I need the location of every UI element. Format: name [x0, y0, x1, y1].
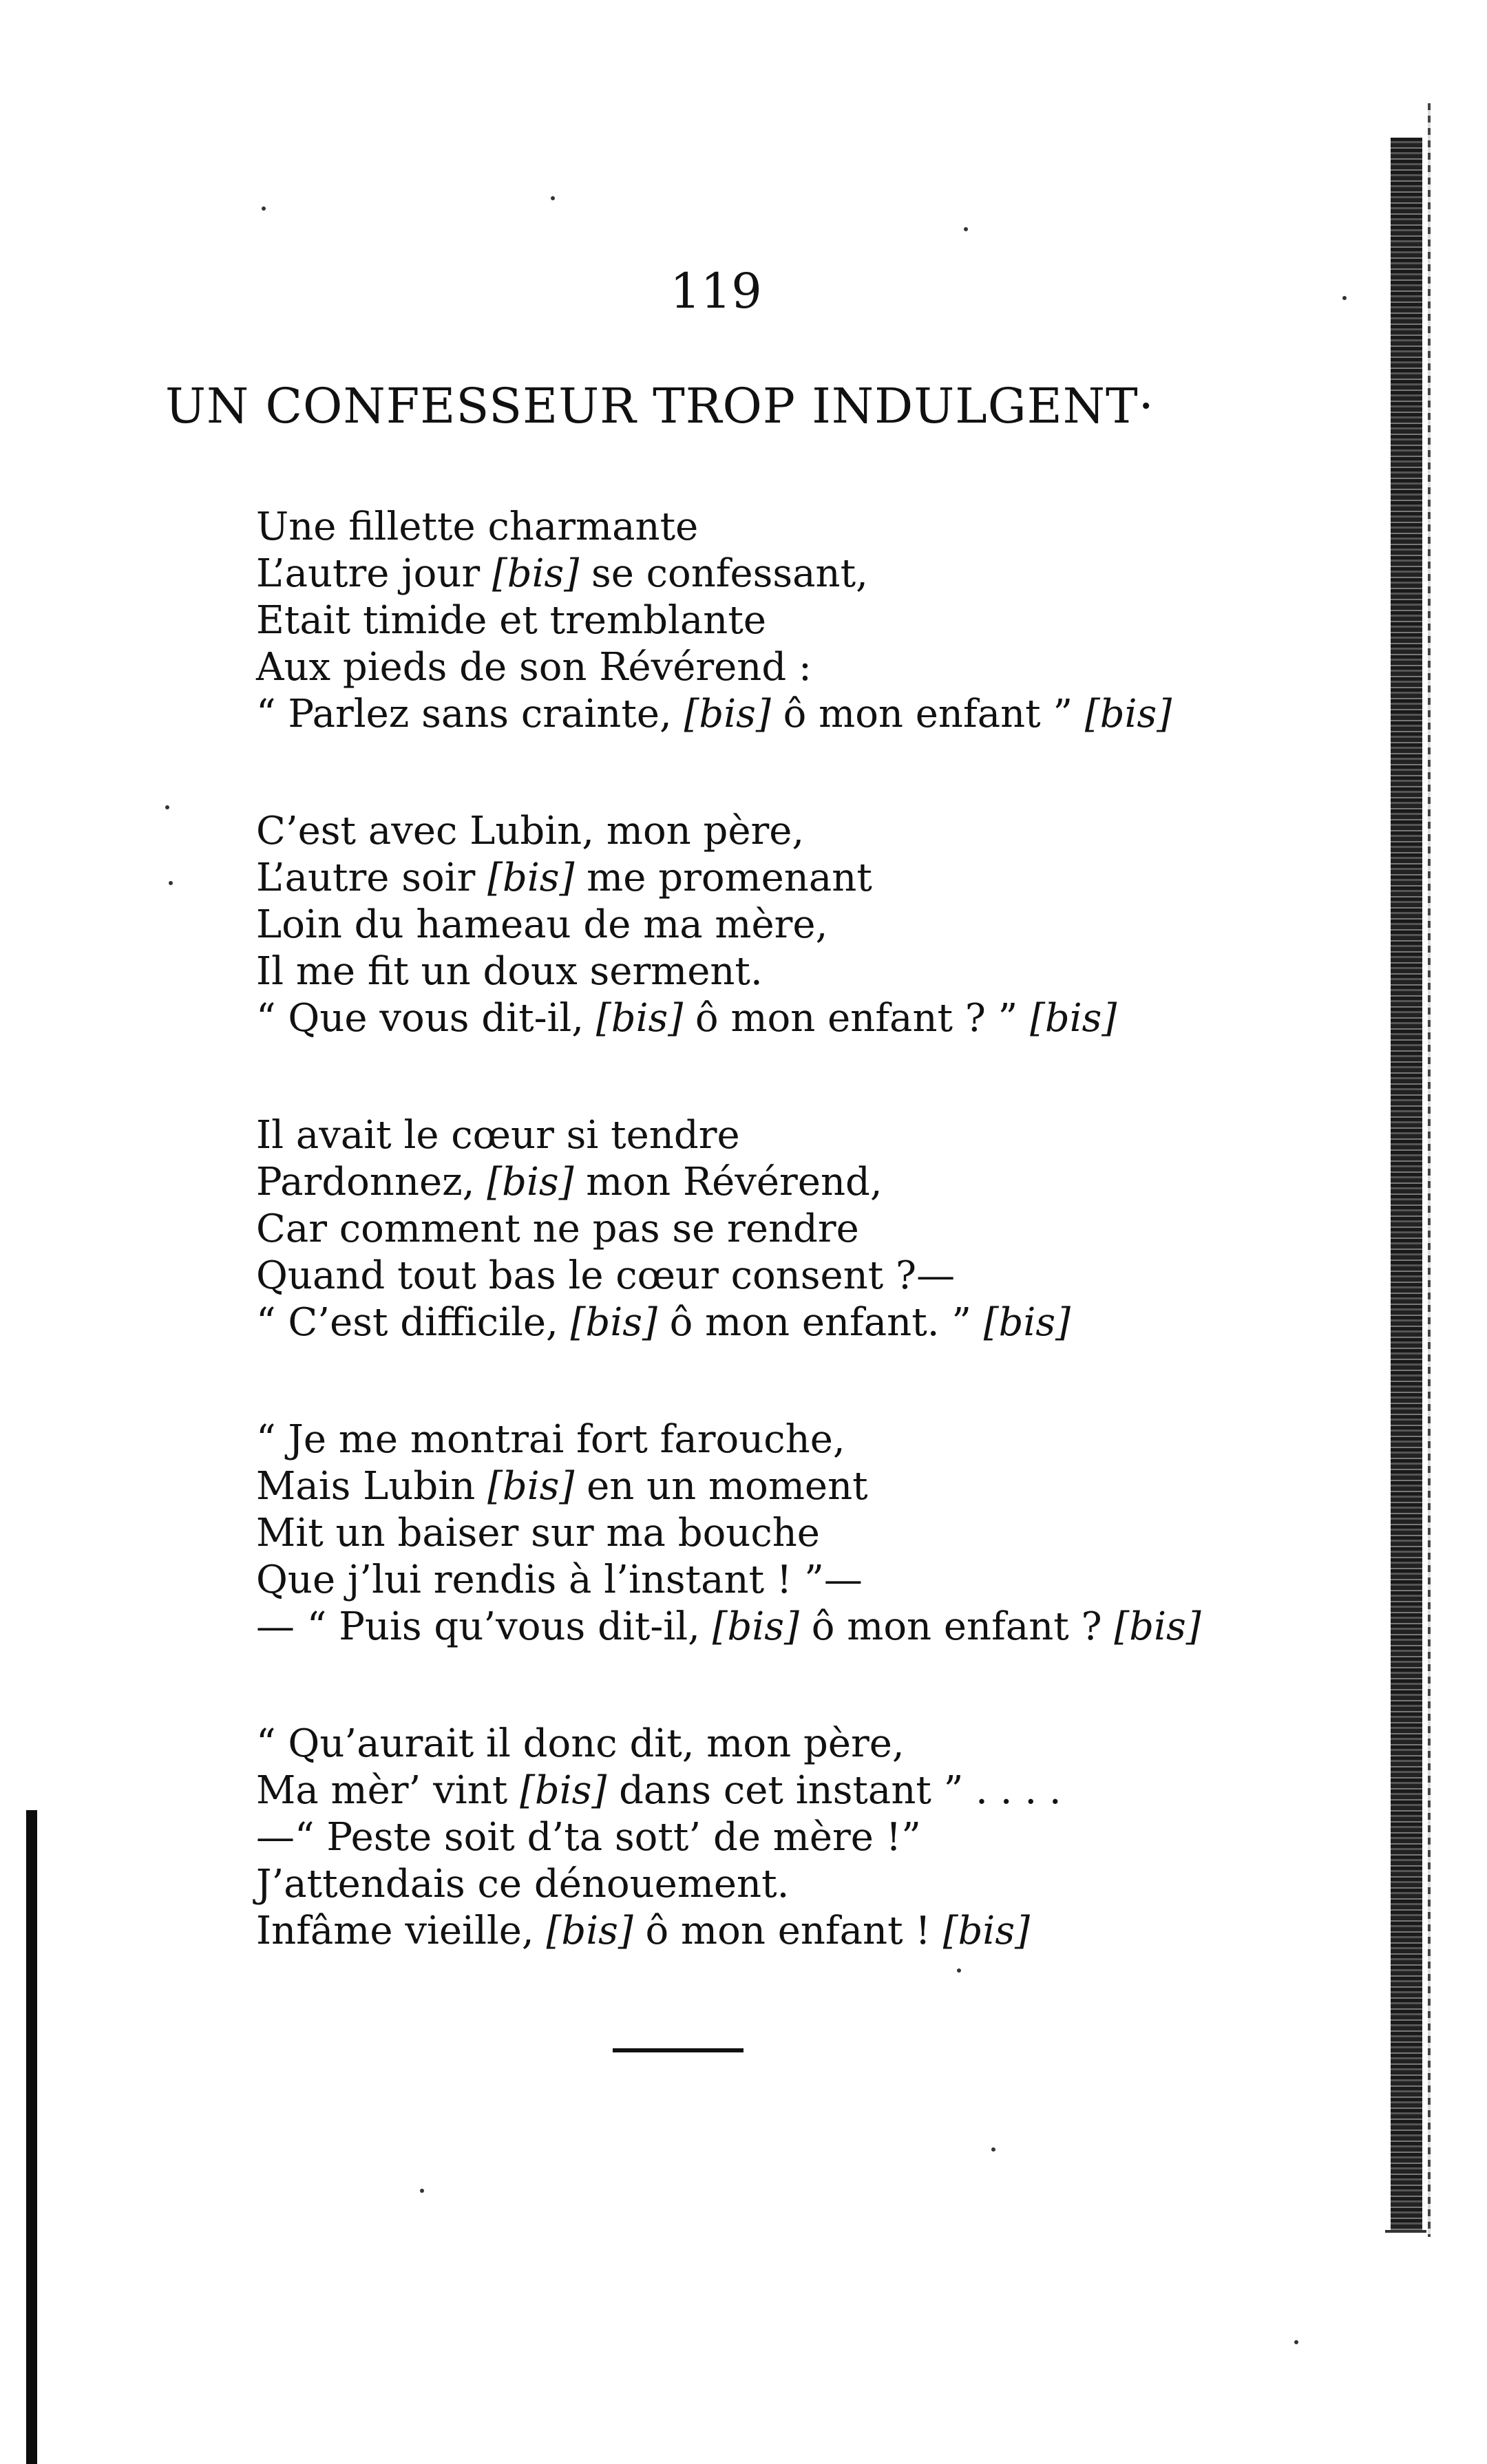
verse-line — [256, 1299, 1330, 1346]
verse-line — [256, 597, 1330, 644]
scan-speck — [1294, 2340, 1298, 2344]
verse-line — [256, 855, 1330, 902]
verse-text: en un moment — [574, 1464, 868, 1509]
bis-marker: [bis] — [487, 1464, 575, 1509]
poem — [256, 504, 1330, 2025]
verse-line — [256, 1206, 1330, 1253]
verse-line — [256, 1510, 1330, 1557]
scan-speck — [957, 1968, 961, 1973]
stanza — [256, 1721, 1330, 1955]
verse-text: ô mon enfant ” — [770, 692, 1085, 736]
stanza — [256, 1416, 1330, 1650]
page-edge-shadow-left — [26, 1810, 37, 2464]
verse-line — [256, 948, 1330, 995]
page-edge-mark-right — [1385, 2230, 1426, 2233]
verse-text: mon Révérend, — [573, 1160, 883, 1204]
verse-text: “ Que vous dit-il, — [256, 996, 596, 1041]
bis-marker: [bis] — [1114, 1604, 1201, 1649]
scan-speck — [165, 805, 169, 809]
bis-marker: [bis] — [487, 856, 575, 900]
verse-line — [256, 1253, 1330, 1299]
verse-text: Etait timide et tremblante — [256, 598, 767, 643]
verse-text: Ma mèr’ vint — [256, 1768, 520, 1813]
verse-line — [256, 1416, 1330, 1463]
verse-text: “ Qu’aurait il donc dit, mon père, — [256, 1721, 905, 1766]
scan-speck — [420, 2189, 424, 2193]
bis-marker: [bis] — [942, 1909, 1030, 1953]
verse-text: ô mon enfant ? ” — [683, 996, 1031, 1041]
verse-text: Que j’lui rendis à l’instant ! ”— — [256, 1558, 863, 1602]
verse-line — [256, 691, 1330, 738]
verse-text: C’est avec Lubin, mon père, — [256, 809, 805, 853]
bis-marker: [bis] — [487, 1160, 574, 1204]
stanza — [256, 504, 1330, 738]
scan-speck — [991, 2147, 995, 2152]
verse-text: me promenant — [574, 856, 872, 900]
bis-marker: [bis] — [492, 551, 580, 596]
verse-line — [256, 1767, 1330, 1814]
verse-line — [256, 1604, 1330, 1650]
verse-text: “ C’est difficile, — [256, 1300, 571, 1345]
verse-line — [256, 995, 1330, 1042]
verse-text: Infâme vieille, — [256, 1909, 547, 1953]
verse-text: Quand tout bas le cœur consent ?— — [256, 1253, 956, 1298]
verse-text: L’autre jour — [256, 551, 492, 596]
verse-text: “ Parlez sans crainte, — [256, 692, 684, 736]
verse-line — [256, 902, 1330, 948]
page-number: 119 — [670, 263, 762, 319]
stanza — [256, 808, 1330, 1042]
verse-text: ô mon enfant ? — [799, 1604, 1115, 1649]
bis-marker: [bis] — [546, 1909, 633, 1953]
verse-text: Une fillette charmante — [256, 505, 699, 549]
verse-line — [256, 1112, 1330, 1159]
verse-line — [256, 551, 1330, 597]
bis-marker: [bis] — [1084, 692, 1172, 736]
verse-text: J’attendais ce dénouement. — [256, 1862, 790, 1907]
verse-text: Il me fit un doux serment. — [256, 949, 763, 994]
verse-text: — “ Puis qu’vous dit-il, — [256, 1604, 713, 1649]
verse-text: “ Je me montrai fort farouche, — [256, 1417, 845, 1462]
verse-line — [256, 1721, 1330, 1767]
song-title: UN CONFESSEUR TROP INDULGENT· — [165, 378, 1154, 434]
scan-speck — [1342, 296, 1347, 300]
verse-line — [256, 1814, 1330, 1861]
verse-text: Mit un baiser sur ma bouche — [256, 1511, 820, 1555]
bis-marker: [bis] — [712, 1604, 799, 1649]
verse-line — [256, 504, 1330, 551]
page-edge-line-right — [1428, 103, 1431, 2237]
bis-marker: [bis] — [1030, 996, 1117, 1041]
verse-text: dans cet instant ” . . . . — [607, 1768, 1062, 1813]
verse-text: Loin du hameau de ma mère, — [256, 902, 828, 947]
end-rule — [613, 2048, 744, 2052]
verse-text: ô mon enfant. ” — [657, 1300, 984, 1345]
scan-speck — [964, 227, 968, 231]
verse-text: Aux pieds de son Révérend : — [256, 645, 812, 690]
scan-speck — [169, 881, 173, 885]
bis-marker: [bis] — [520, 1768, 607, 1813]
verse-line — [256, 1557, 1330, 1604]
verse-text: Il avait le cœur si tendre — [256, 1113, 740, 1158]
verse-line — [256, 644, 1330, 691]
verse-line — [256, 1159, 1330, 1206]
verse-text: ô mon enfant ! — [633, 1909, 943, 1953]
scan-speck — [551, 196, 555, 200]
verse-text: Pardonnez, — [256, 1160, 487, 1204]
scan-speck — [262, 206, 266, 211]
stanza — [256, 1112, 1330, 1346]
bis-marker: [bis] — [684, 692, 771, 736]
bis-marker: [bis] — [570, 1300, 657, 1345]
bis-marker: [bis] — [983, 1300, 1071, 1345]
verse-line — [256, 1908, 1330, 1955]
bis-marker: [bis] — [595, 996, 684, 1041]
verse-text: Mais Lubin — [256, 1464, 488, 1509]
verse-line — [256, 808, 1330, 855]
verse-text: —“ Peste soit d’ta sott’ de mère !” — [256, 1815, 921, 1860]
verse-text: L’autre soir — [256, 856, 488, 900]
verse-line — [256, 1463, 1330, 1510]
page-edge-shadow-right — [1391, 138, 1422, 2230]
verse-text: Car comment ne pas se rendre — [256, 1207, 859, 1251]
verse-text: se confessant, — [579, 551, 868, 596]
verse-line — [256, 1861, 1330, 1908]
